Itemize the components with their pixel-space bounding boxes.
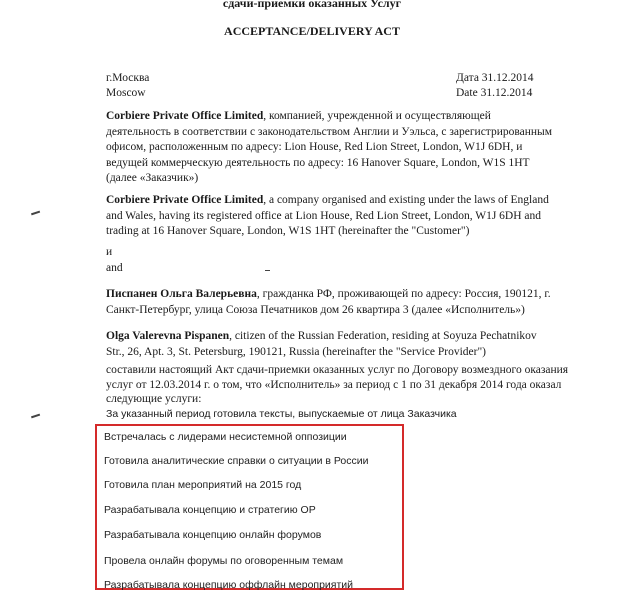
provider-ru-line-2: Санкт-Петербург, улица Союза Печатников дом 26 квартира 3 (далее «Исполнитель») xyxy=(106,303,525,316)
provider-en-line-2: Str., 26, Apt. 3, St. Petersburg, 190121, Russia (hereinafter the "Service Provider") xyxy=(106,345,486,358)
provider-en-name: Olga Valerevna Pispanen xyxy=(106,330,230,342)
provider-ru-line-1: Писпанен Ольга Валерьевна, гражданка РФ, проживающей по адресу: Россия, 190121, г. xyxy=(106,288,551,300)
scan-mark xyxy=(31,211,40,215)
act-period-line: За указанный период готовила тексты, выпускаемые от лица Заказчика xyxy=(106,407,457,420)
provider-ru-paragraph xyxy=(106,287,576,318)
customer-en-line-3: trading at 16 Hanover Square, London, W1S 1HT (hereinafter the "Customer") xyxy=(106,225,470,237)
customer-ru-line-4: ведущей коммерческую деятельность по адресу: 16 Hanover Square, London, W1S 1HT xyxy=(106,156,530,169)
provider-en-line-1: Olga Valerevna Pispanen, citizen of the Russian Federation, residing at Soyuza Pechatnikov xyxy=(106,330,537,342)
customer-ru-line-1: Corbiere Private Office Limited, компанией, учрежденной и осуществляющей xyxy=(106,110,491,122)
title-en: ACCEPTANCE/DELIVERY ACT xyxy=(224,24,400,38)
customer-en-line-2: and Wales, having its registered office at Lion House, Red Lion Street, London, W1J 6DH and xyxy=(106,209,542,222)
service-item-5: Разрабатывала концепцию онлайн форумов xyxy=(104,529,322,541)
scan-mark xyxy=(31,414,40,418)
customer-ru-name: Corbiere Private Office Limited xyxy=(106,110,264,122)
act-line-2: услуг от 12.03.2014 г. о том, что «Исполнитель» за период с 1 по 31 декабря 2014 года оказал xyxy=(106,378,562,391)
customer-ru-line-2: деятельность в соответствии с законодательством Англии и Уэльса, с зарегистрированным xyxy=(106,125,553,138)
date-en: Date 31.12.2014 xyxy=(456,87,533,99)
city-en: Moscow xyxy=(106,87,146,99)
act-line-3: следующие услуги: xyxy=(106,393,202,405)
conjunction-en: and xyxy=(106,262,123,274)
service-item-7: Разрабатывала концепцию оффлайн мероприятий xyxy=(104,579,354,591)
date-ru: Дата 31.12.2014 xyxy=(456,72,534,84)
customer-en-line-1: Corbiere Private Office Limited, a company organised and existing under the laws of England xyxy=(106,194,549,206)
customer-ru-line-3: офисом, расположенным по адресу: Lion House, Red Lion Street, London, W1J 6DH, и xyxy=(106,141,523,153)
provider-en-paragraph xyxy=(106,329,576,360)
service-item-1: Встречалась с лидерами несистемной оппозиции xyxy=(104,431,347,443)
conjunction-ru: и xyxy=(106,246,113,258)
service-item-4: Разрабатывала концепцию и стратегию OP xyxy=(104,504,316,516)
customer-en-paragraph xyxy=(106,193,576,240)
service-item-6: Провела онлайн форумы по оговоренным темам xyxy=(104,555,344,567)
customer-en-name: Corbiere Private Office Limited xyxy=(106,194,264,206)
provider-ru-name: Писпанен Ольга Валерьевна xyxy=(106,288,257,300)
customer-ru-paragraph xyxy=(106,109,576,187)
act-paragraph xyxy=(106,363,576,421)
service-item-3: Готовила план мероприятий на 2015 год xyxy=(104,479,302,491)
scan-mark xyxy=(265,270,270,271)
act-line-1: составили настоящий Акт сдачи-приемки оказанных услуг по Договору возмездного оказания xyxy=(106,364,569,376)
title-ru: сдачи-приемки оказанных Услуг xyxy=(222,0,402,10)
customer-ru-line-5: (далее «Заказчик») xyxy=(106,172,199,184)
city-ru: г.Москва xyxy=(106,72,150,84)
service-item-2: Готовила аналитические справки о ситуации в России xyxy=(104,455,369,467)
